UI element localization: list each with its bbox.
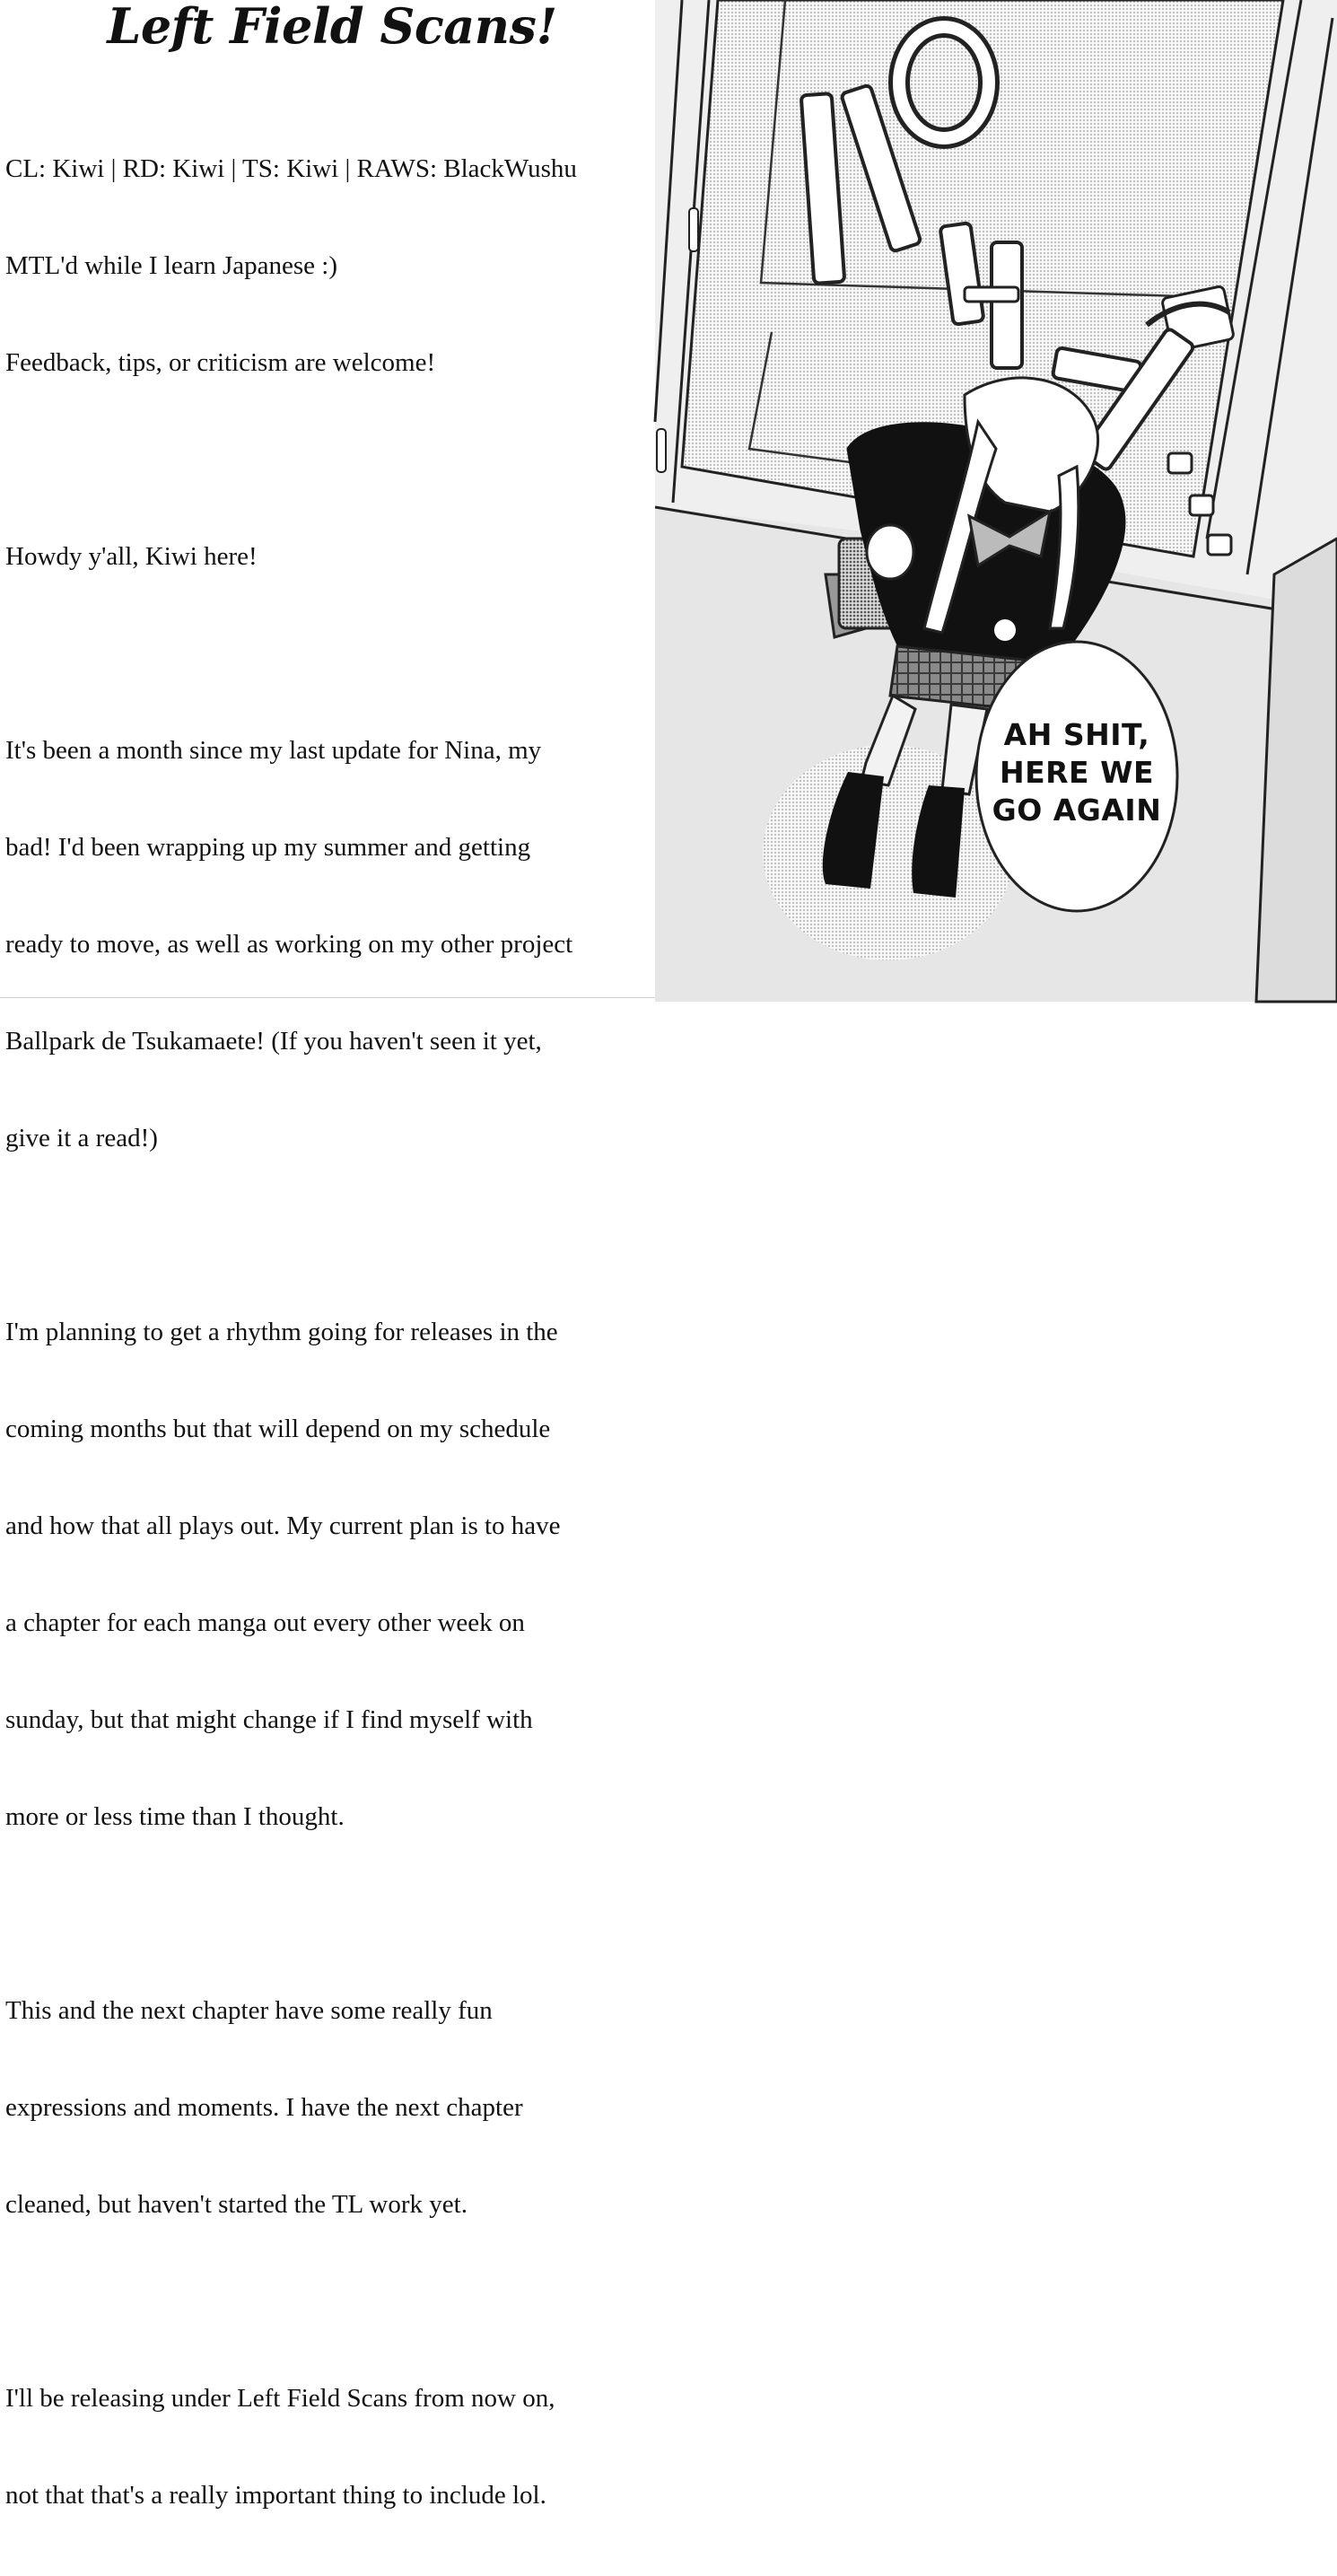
notes-line: more or less time than I thought. [5,1802,345,1831]
speech-line: HERE WE [999,755,1155,790]
notes-line: Ballpark de Tsukamaete! (If you haven't seen it yet, [5,1027,542,1056]
notes-line: and how that all plays out. My current plan is to have [5,1511,561,1540]
notes-line: It's been a month since my last update for Nina, my [5,736,542,765]
notes-line: This and the next chapter have some really fun [5,1996,493,2025]
notes-line: sunday, but that might change if I find myself with [5,1705,533,1734]
manga-illustration [655,0,1337,1002]
notes-line: Feedback, tips, or criticism are welcome! [5,348,436,377]
manga-panel [655,0,1337,1002]
scanlator-notes-panel [0,0,655,2510]
notes-line: ready to move, as well as working on my other project [5,930,573,959]
notes-line: cleaned, but haven't started the TL work yet. [5,2190,468,2219]
speech-bubble-text [989,716,1165,829]
notes-line: give it a read!) [5,1124,158,1152]
notes-line [5,1219,669,1251]
notes-line: not that that's a really important thing to include lol. [5,2481,546,2510]
notes-line [5,1897,669,1930]
notes-line: expressions and moments. I have the next chapter [5,2093,523,2122]
speech-line: GO AGAIN [992,793,1162,828]
notes-line [5,2285,669,2318]
speech-line: AH SHIT, [1003,717,1150,752]
notes-line: Howdy y'all, Kiwi here! [5,542,258,571]
page-title: Left Field Scans! [107,0,557,55]
notes-line: MTL'd while I learn Japanese :) [5,251,338,280]
notes-line: bad! I'd been wrapping up my summer and getting [5,833,531,862]
notes-line: a chapter for each manga out every other week on [5,1608,525,1637]
notes-line: I'll be releasing under Left Field Scans from now on, [5,2384,555,2413]
notes-body [5,88,669,2576]
notes-line: I'm planning to get a rhythm going for releases in the [5,1318,558,1346]
notes-line: coming months but that will depend on my schedule [5,1415,551,1443]
notes-line: CL: Kiwi | RD: Kiwi | TS: Kiwi | RAWS: BlackWushu [5,154,577,183]
notes-line [5,443,669,476]
notes-line [5,637,669,670]
divider [0,997,655,998]
